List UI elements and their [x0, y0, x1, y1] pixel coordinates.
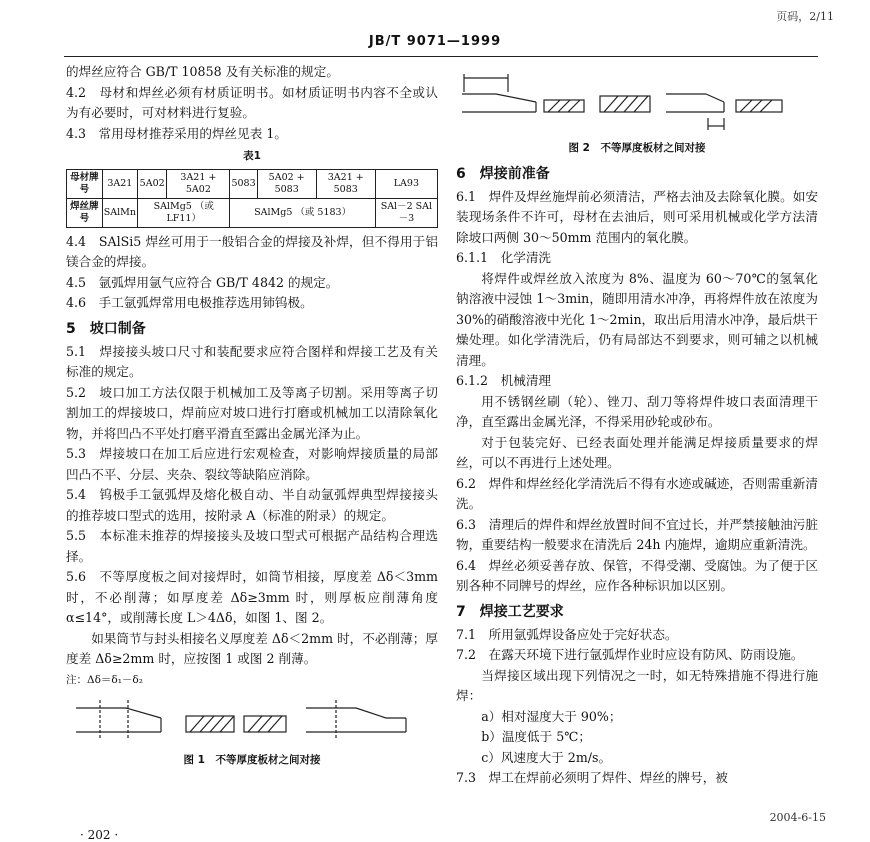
left-column	[66, 62, 438, 773]
clause-5-1: 5.1 焊接接头坡口尺寸和装配要求应符合图样和焊接工艺及有关标准的规定。	[66, 343, 438, 379]
clause-6-3: 6.3 清理后的焊件和焊丝放置时间不宜过长，并严禁接触油污脏物，重要结构一般要求在清洗后 24h 内施焊，逾期应重新清洗。	[456, 516, 818, 552]
clause-7-2-body: 当焊接区域出现下列情况之一时，如无特殊措施不得进行施焊：	[456, 667, 818, 703]
table-cell: 3A21	[102, 169, 137, 198]
document-header: JB/T 9071—1999	[368, 34, 502, 49]
table-row	[67, 198, 438, 227]
figure-1-caption: 图 1 不等厚度板材之间对接	[183, 754, 321, 766]
clause-4-4: 4.4 SAlSi5 焊丝可用于一般铝合金的焊接及补焊，但不得用于铝镁合金的焊接。	[66, 233, 438, 269]
figure-2-caption: 图 2 不等厚度板材之间对接	[568, 142, 706, 154]
table-cell: SAlMn	[102, 198, 137, 227]
table-cell: SAlMg5 （或 LF11）	[137, 198, 229, 227]
clause-4-3: 4.3 常用母材推荐采用的焊丝见表 1。	[66, 125, 287, 141]
table-cell: 5A02	[137, 169, 166, 198]
table-1	[66, 169, 438, 228]
clause-6-1-2: 6.1.2 机械清理	[456, 373, 552, 388]
clause-6-1: 6.1 焊件及焊丝施焊前必须清洁，严格去油及去除氧化膜。如安装现场条件不许可，母材在去油后，则可采用机械或化学方法清除坡口两侧 30～50mm 范围内的氧化膜。	[456, 188, 818, 245]
clause-6-1-2-body-1: 用不锈钢丝刷（轮）、锉刀、刮刀等将焊件坡口表面清理干净，直至露出金属光泽，不得采用砂轮或砂布。	[456, 393, 818, 429]
clause-5-6: 5.6 不等厚度板之间对接焊时，如筒节相接，厚度差 Δδ＜3mm 时，不必削薄；如厚度差 Δδ≥3mm 时，则厚板应削薄角度 α≤14°，或削薄长度 L＞4Δδ，如图 1、图 2。	[66, 569, 438, 625]
clause-6-1-2-body-2: 对于包装完好、已经表面处理并能满足焊接质量要求的焊丝，可以不再进行上述处理。	[456, 434, 818, 470]
list-item: b）温度低于 5℃；	[481, 729, 591, 744]
figure-1-drawing	[66, 694, 438, 746]
paragraph-continued: 的焊丝应符合 GB/T 10858 及有关标准的规定。	[66, 64, 339, 79]
clause-7-1: 7.1 所用氩弧焊设备应处于完好状态。	[456, 626, 678, 642]
clause-6-1-1-body: 将焊件或焊丝放入浓度为 8%、温度为 60～70℃的氢氧化钠溶液中浸蚀 1～3min，随即用清水冲净，再将焊件放在浓度为 30%的硝酸溶液中光化 1～2min，取出后用清水冲净，最后烘干燥处理。如化学清洗后，仍有局部达不到要求，则可辅之以机械清理。	[456, 270, 818, 368]
table-cell: 5A02 + 5083	[257, 169, 316, 198]
list-item: c）风速度大于 2m/s。	[481, 749, 612, 765]
clause-4-6: 4.6 手工氩弧焊常用电极推荐选用铈钨极。	[66, 295, 313, 310]
section-7-heading: 7 焊接工艺要求	[456, 603, 564, 620]
clause-5-3: 5.3 焊接坡口在加工后应进行宏观检查，对影响焊接质量的局部凹凸不平、分层、夹杂、裂纹等缺陷应消除。	[66, 446, 438, 482]
clause-7-2: 7.2 在露天环境下进行氩弧焊作业时应设有防风、防雨设施。	[456, 647, 804, 662]
table-row-label: 母材牌号	[67, 169, 103, 198]
figure-2-drawing	[456, 66, 818, 134]
clause-4-2: 4.2 母材和焊丝必须有材质证明书。如材质证明书内容不全或认为有必要时，可对材料进行复验。	[66, 84, 438, 120]
section-6-heading: 6 焊接前准备	[456, 165, 550, 182]
clause-5-2: 5.2 坡口加工方法仅限于机械加工及等离子切割。采用等离子切割加工的焊接坡口，焊前应对坡口进行打磨或机械加工以清除氧化物，并将凹凸不平处打磨平滑直至露出金属光泽为止。	[66, 384, 438, 441]
clause-7-3: 7.3 焊工在焊前必须明了焊件、焊丝的牌号，被	[456, 770, 728, 785]
table-cell: 5083	[230, 169, 257, 198]
table-cell: 3A21 + 5A02	[167, 169, 230, 198]
table-cell: LA93	[375, 169, 437, 198]
clause-4-5: 4.5 氩弧焊用氩气应符合 GB/T 4842 的规定。	[66, 274, 339, 290]
clause-6-4: 6.4 焊丝必须妥善存放、保管，不得受潮、受腐蚀。为了便于区别各种不同牌号的焊丝，应作各种标识加以区别。	[456, 557, 818, 593]
page-number: · 202 ·	[80, 828, 119, 842]
section-5-heading: 5 坡口制备	[66, 320, 146, 337]
clause-6-1-1: 6.1.1 化学清洗	[456, 250, 552, 265]
page-info: 页码，2/11	[776, 10, 834, 23]
right-column	[456, 62, 818, 789]
clause-6-2: 6.2 焊件和焊丝经化学清洗后不得有水迹或碱迹，否则需重新清洗。	[456, 475, 818, 511]
header-rule	[64, 56, 818, 57]
table-row	[67, 169, 438, 198]
note: 注：Δδ＝δ₁－δ₂	[66, 673, 143, 686]
footer-date: 2004-6-15	[769, 811, 826, 824]
table-row-label: 焊丝牌号	[67, 198, 103, 227]
clause-5-6-continued: 如果筒节与封头相接名义厚度差 Δδ＜2mm 时，不必削薄；厚度差 Δδ≥2mm 时，应按图 1 或图 2 削薄。	[66, 630, 438, 666]
table-cell: SAl－2 SAl－3	[375, 198, 437, 227]
table-cell: SAlMg5 （或 5183）	[230, 198, 375, 227]
clause-5-4: 5.4 钨极手工氩弧焊及熔化极自动、半自动氩弧焊典型焊接接头的推荐坡口型式的选用，按附录 A（标准的附录）的规定。	[66, 487, 438, 523]
clause-5-5: 5.5 本标准未推荐的焊接接头及坡口型式可根据产品结构合理选择。	[66, 528, 438, 564]
list-item: a）相对湿度大于 90%；	[481, 708, 622, 724]
table-cell: 3A21 + 5083	[316, 169, 375, 198]
table-title: 表1	[243, 150, 261, 162]
